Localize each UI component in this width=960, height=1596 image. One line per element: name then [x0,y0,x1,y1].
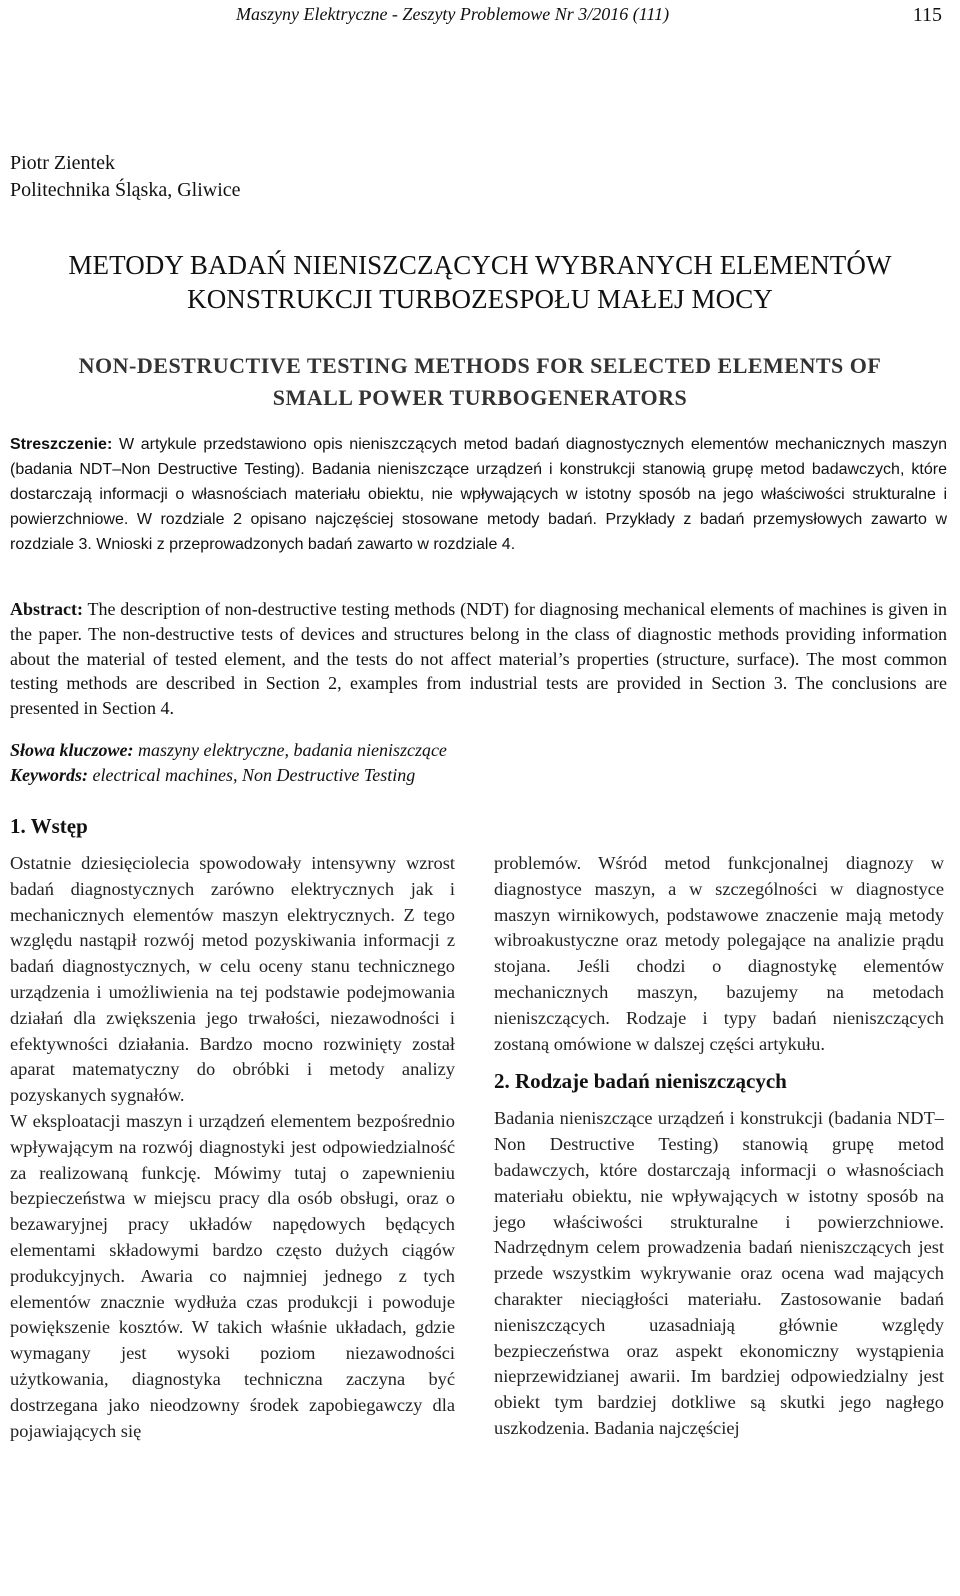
keywords-polish-label: Słowa kluczowe: [10,740,134,760]
section-2-heading: 2. Rodzaje badań nieniszczących [494,1069,787,1094]
abstract-english-label: Abstract: [10,599,83,619]
section-1-paragraph-1: Ostatnie dziesięciolecia spowodowały intensywny wzrost badań diagnostycznych zarówno elektrycznych jak i mechanicznych elementów maszyn elektrycznych. Z tego względu nastąpił rozwój metod pozyskiwania informacji z badań diagnostycznych, w celu oceny stanu technicznego urządzenia i umożliwienia na tej podstawie podejmowania działań dla zwiększenia jego trwałości, niezawodności i efektywności działania. Bardzo mocno rozwinięty został aparat matematyczny do obróbki i metody analizy pozyskanych sygnałów. [10,853,455,1106]
section-2-paragraph-1: Badania nieniszczące urządzeń i konstrukcji (badania NDT–Non Destructive Testing) stanowią grupę metod badawczych, które dostarczają informacji o własnościach materiału obiektu, nie wpływających w istotny sposób na jego właściwości strukturalne i powierzchniowe. Nadrzędnym celem prowadzenia badań nieniszczących jest przede wszystkim wykrywanie oraz ocena wad mających charakter nieciągłości materiału. Zastosowanie badań nieniszczących uzasadniają głównie względy bezpieczeństwa oraz aspekt ekonomiczny wystąpienia nieprzewidzianej awarii. Im bardziej odpowiedzialny jest obiekt tym bardziej dotkliwe są skutki jego nagłego uszkodzenia. Badania najczęściej [494,1108,944,1438]
abstract-polish-label: Streszczenie: [10,436,113,453]
abstract-polish-text: W artykule przedstawiono opis nieniszczących metod badań diagnostycznych elementów mechanicznych maszyn (badania NDT–Non Destructive Testing). Badania nieniszczące urządzeń i konstrukcji stanowią grupę metod badawczych, które dostarczają informacji o własnościach materiału obiektu, nie wpływających w istotny sposób na jego właściwości strukturalne i powierzchniowe. W rozdziale 2 opisano najczęściej stosowane metody badań. Przykłady z badań przemysłowych zawarto w rozdziale 3. Wnioski z przeprowadzonych badań zawarto w rozdziale 4. [10,436,947,553]
column-left [10,851,455,1444]
section-1-heading: 1. Wstęp [10,814,88,838]
title-polish [0,248,960,316]
author-block [10,150,241,204]
abstract-polish [10,432,947,557]
title-english-line2: SMALL POWER TURBOGENERATORS [272,385,688,410]
column-right [494,851,944,1442]
keywords-block [10,738,447,788]
abstract-english-text: The description of non-destructive testing methods (NDT) for diagnosing mechanical elements of machines is given in the paper. The non-destructive tests of devices and structures belong in the class of diagnostic methods providing information about the material of tested element, and the tests do not affect material’s properties (structure, surface). The most common testing methods are described in Section 2, examples from industrial tests are provided in Section 3. The conclusions are presented in Section 4. [10,599,947,719]
title-english [0,350,960,414]
keywords-english-text: electrical machines, Non Destructive Testing [88,765,416,785]
section-1-paragraph-3: problemów. Wśród metod funkcjonalnej diagnozy w diagnostyce maszyn, a w szczególności w diagnostyce maszyn wirnikowych, podstawowe znaczenie mają metody wibroakustyczne oraz metody polegające na analizie prądu stojana. Jeśli chodzi o diagnostykę elementów mechanicznych maszyn, bazujemy na metodach nieniszczących. Rodzaje i typy badań nieniszczących zostaną omówione w dalszej części artykułu. [494,853,944,1054]
author-name: Piotr Zientek [10,152,115,174]
section-1-paragraph-2: W eksploatacji maszyn i urządzeń elementem bezpośrednio wpływającym na rozwój diagnostyki jest odpowiedzialność za realizowaną funkcję. Mówimy tutaj o zapewnieniu bezpieczeństwa w miejscu pracy dla osób obsługi, oraz o bezawaryjnej pracy układów napędowych będących elementami składowymi bardzo często dużych ciągów produkcyjnych. Awaria co najmniej jednego z tych elementów znacznie wydłuża czas produkcji i powoduje powiększenie kosztów. W takich właśnie układach, gdzie wymagany jest wysoki poziom niezawodności użytkowania, diagnostyka techniczna zaczyna być dostrzegana jako nieodzowny środek zapobiegawczy dla pojawiających się [10,1110,455,1441]
author-affiliation: Politechnika Śląska, Gliwice [10,179,241,201]
keywords-english-label: Keywords: [10,765,88,785]
keywords-polish [10,738,447,763]
title-polish-line1: METODY BADAŃ NIENISZCZĄCYCH WYBRANYCH ELEMENTÓW [68,250,892,280]
keywords-polish-text: maszyny elektryczne, badania nieniszczące [133,740,447,760]
page-number: 115 [912,4,942,26]
abstract-english [10,597,947,721]
title-english-line1: NON-DESTRUCTIVE TESTING METHODS FOR SELECTED ELEMENTS OF [78,353,882,378]
journal-header: Maszyny Elektryczne - Zeszyty Problemowe Nr 3/2016 (111) [236,4,670,24]
keywords-english [10,763,447,788]
title-polish-line2: KONSTRUKCJI TURBOZESPOŁU MAŁEJ MOCY [187,284,773,314]
